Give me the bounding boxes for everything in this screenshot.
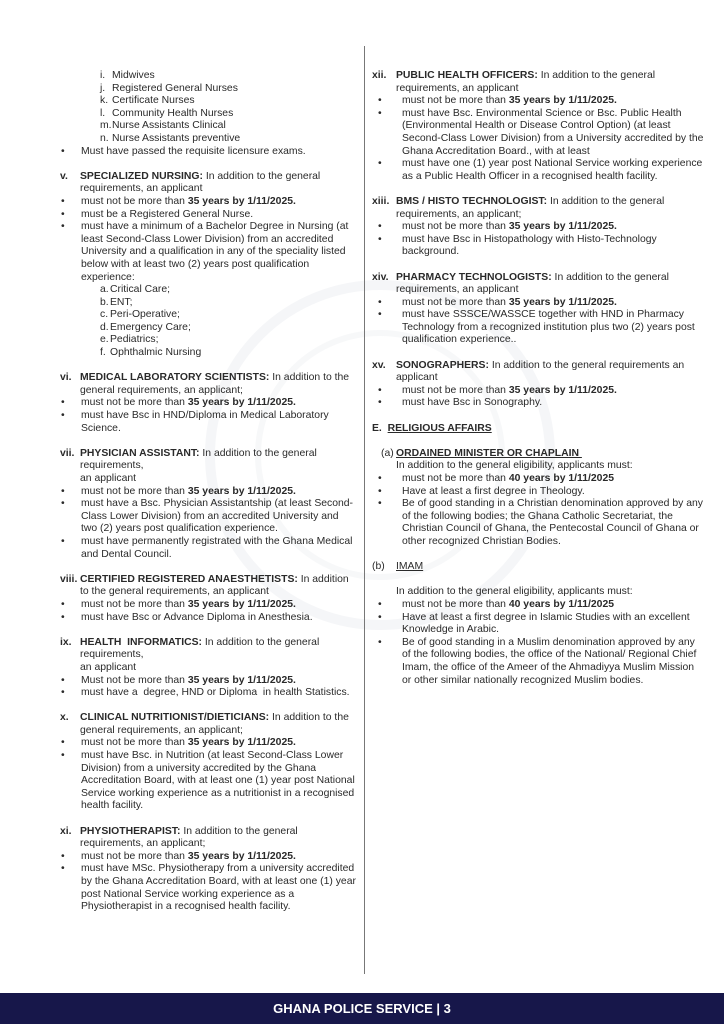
requirement-item: • Must not be more than 35 years by 1/11/2025. <box>61 674 296 686</box>
bullet-icon: • <box>378 473 382 484</box>
bullet-icon: • <box>378 309 382 321</box>
bullet-icon: • <box>378 95 382 107</box>
requirement-item: • must be a Registered General Nurse. <box>61 208 254 220</box>
requirement-item: • must have Bsc in Histopathology with Histo-Technology background. <box>372 234 706 259</box>
requirement-item: • Be of good standing in a Christian denomination approved by any of the following bodies; the Ghana Catholic Secretariat, the Christian Council of Ghana, the Pentecostal Council of Ghana or other recognized Christian Bodies. <box>372 498 706 548</box>
list-item: k. Certificate Nurses <box>100 95 195 107</box>
section-health-informatics: ix. HEALTH INFORMATICS: In addition to the general requirements, an applicant • Must not be more than 35 years by 1/11/2025. • must have a degree, HND or Diploma in health Statistics. <box>60 637 356 700</box>
list-item: m. Nurse Assistants Clinical <box>100 120 226 132</box>
requirement-item: • must not be more than 35 years by 1/11/2025. <box>372 297 706 310</box>
bullet-icon: • <box>378 598 382 610</box>
bullet-icon: • <box>61 397 65 409</box>
bullet-icon: • <box>61 598 65 610</box>
bullet-icon: • <box>61 750 65 762</box>
section-medical-laboratory-scientists: vi. MEDICAL LABORATORY SCIENTISTS: In addition to the general requirements, an applicant; • must not be more than 35 years by 1/11/2025. • must have Bsc in HND/Diploma in Medical Laboratory Science. <box>60 372 356 435</box>
bullet-icon: • <box>61 863 65 875</box>
section-clinical-nutritionist: x. CLINICAL NUTRITIONIST/DIETICIANS: In addition to the general requirements, an applicant; • must not be more than 35 years by 1/11/2025. • must have Bsc. in Nutrition (at least Second-Class Lower Division) from a university accredited by the Ghana Accreditation Board, with at least one (1) year post National Service working experience as a nutritionist in a recognised health facility. <box>60 712 355 812</box>
list-item: l. Community Health Nurses <box>100 107 234 119</box>
requirement-item: • must have SSSCE/WASSCE together with HND in Pharmacy Technology from a recognized institution plus two (2) years post qualification experience.. <box>372 309 706 347</box>
requirement-item: • Have at least a first degree in Theology. <box>372 486 706 499</box>
section-title: CLINICAL NUTRITIONIST/DIETICIANS: <box>80 712 270 724</box>
section-ordained-minister-chaplain: (a) ORDAINED MINISTER OR CHAPLAIN In addition to the general eligibility, applicants must: • must not be more than 40 years by 1/11/2025 • Have at least a first degree in Theology. • Be of good standing in a Christian denomination approved by any of the following bodies; the Ghana Catholic Secretariat, the Christian Council of Ghana, the Pentecostal Council of Ghana or other recognized Christian Bodies. <box>372 448 706 549</box>
bullet-icon: • <box>61 410 65 422</box>
requirement-item: • must have a minimum of a Bachelor Degree in Nursing (at least Second-Class Lower Division) from an accredited University and a qualification in any of the speciality listed below with at least two (2) years post qualification experience: <box>61 221 349 283</box>
section-title: CERTIFIED REGISTERED ANAESTHETISTS: <box>80 573 298 585</box>
bullet-icon: • <box>378 397 382 409</box>
subsection-title: ORDAINED MINISTER OR CHAPLAIN <box>396 447 582 459</box>
section-title: SPECIALIZED NURSING: <box>80 170 203 182</box>
bullet-icon: • <box>61 195 65 207</box>
list-item: a. Critical Care; <box>100 284 171 296</box>
list-item: b. ENT; <box>100 296 133 308</box>
requirement-item: • Be of good standing in a Muslim denomination approved by any of the following bodies, the office of the National/ Regional Chief Imam, the office of the Ameer of the Ahmadiyya Muslim Mission or other similar nationally recognized Muslim bodies. <box>372 637 706 687</box>
section-pharmacy-technologists: xiv. PHARMACY TECHNOLOGISTS: In addition to the general requirements, an applicant • must not be more than 35 years by 1/11/2025. • must have SSSCE/WASSCE together with HND in Pharmacy Technology from a recognized institution plus two (2) years post qualification experience.. <box>372 272 706 348</box>
section-title: PHARMACY TECHNOLOGISTS: <box>396 271 552 283</box>
requirement-item: • must have a Bsc. Physician Assistantship (at least Second-Class Lower Division) from an accredited University and two (2) years post qualification experience. <box>61 498 354 535</box>
requirement-item: • must have Bsc. Environmental Science or Bsc. Public Health (Environmental Health or Disease Control Option) (at least Second-Class Lower Division) from a University accredited by the Ghana Accreditation Board., with at least <box>372 108 706 158</box>
bullet-icon: • <box>378 636 382 648</box>
requirement-item: • must have one (1) year post National Service working experience as a Public Health Officer in a recognised health facility. <box>372 158 706 183</box>
section-title: PHYSIOTHERAPIST: <box>80 825 181 837</box>
requirement-item: • must have Bsc. in Nutrition (at least Second-Class Lower Division) from a university accredited by the Ghana Accreditation Board, with at least one (1) year post National Service working experience as a nutritionist in a recognised health facility. <box>61 750 355 812</box>
section-public-health-officers: xii. PUBLIC HEALTH OFFICERS: In addition to the general requirements, an applicant • must not be more than 35 years by 1/11/2025. • must have Bsc. Environmental Science or Bsc. Public Health (Environmental Health or Disease Control Option) (at least Second-Class Lower Division) from a University accredited by the Ghana Accreditation Board., with at least • must have one (1) year post National Service working experience as a Public Health Officer in a recognised health facility. <box>372 70 706 183</box>
left-column <box>60 70 356 926</box>
bullet-icon: • <box>378 107 382 119</box>
requirement-item: • must not be more than 40 years by 1/11/2025 <box>372 473 706 486</box>
bullet-icon: • <box>61 221 65 233</box>
requirement-item: • must not be more than 35 years by 1/11/2025. <box>61 850 296 862</box>
bullet-icon: • <box>61 498 65 510</box>
bullet-icon: • <box>61 674 65 686</box>
bullet-icon: • <box>378 296 382 308</box>
requirement-item: • must have Bsc or Advance Diploma in Anesthesia. <box>61 611 313 623</box>
section-title: SONOGRAPHERS: <box>396 359 489 371</box>
bullet-icon: • <box>61 208 65 220</box>
requirement-item: • must have Bsc in HND/Diploma in Medical Laboratory Science. <box>61 410 329 434</box>
list-item: j. Registered General Nurses <box>100 82 238 94</box>
requirement-item: • must not be more than 35 years by 1/11/2025. <box>61 598 296 610</box>
requirement-item: • must have Bsc in Sonography. <box>372 397 706 410</box>
section-certified-registered-anaesthetists: viii. CERTIFIED REGISTERED ANAESTHETISTS: In addition to the general requirements, an applicant • must not be more than 35 years by 1/11/2025. • must have Bsc or Advance Diploma in Anesthesia. <box>60 574 356 624</box>
bullet-icon: • <box>61 535 65 547</box>
requirement-item: • must not be more than 35 years by 1/11/2025. <box>61 195 296 207</box>
section-sonographers: xv. SONOGRAPHERS: In addition to the general requirements an applicant • must not be more than 35 years by 1/11/2025. • must have Bsc in Sonography. <box>372 360 706 410</box>
subsection-title: IMAM <box>396 561 424 573</box>
list-item: d. Emergency Care; <box>100 321 191 333</box>
requirement-item: • Have at least a first degree in Islamic Studies with an excellent Knowledge in Arabic. <box>372 612 706 637</box>
right-column <box>372 70 706 700</box>
bullet-icon: • <box>61 850 65 862</box>
section-title: MEDICAL LABORATORY SCIENTISTS: <box>80 372 270 384</box>
section-physician-assistant: vii. PHYSICIAN ASSISTANT: In addition to the general requirements, an applicant • must not be more than 35 years by 1/11/2025. • must have a Bsc. Physician Assistantship (at least Second-Class Lower Division) from an accredited University and two (2) years post qualification experience. • must have permanently registrated with the Ghana Medical and Dental Council. <box>60 448 356 561</box>
requirement-item: • must have MSc. Physiotherapy from a university accredited by the Ghana Accreditation Board, with at least one (1) year post National Service working experience as a Physiotherapist in a recognised health facility. <box>61 863 356 913</box>
bullet-icon: • <box>378 485 382 497</box>
religious-affairs-heading: E. RELIGIOUS AFFAIRS <box>372 422 492 434</box>
requirement-item: • must not be more than 40 years by 1/11/2025 <box>372 599 706 612</box>
section-specialized-nursing: v. SPECIALIZED NURSING: In addition to the general requirements, an applicant • must not be more than 35 years by 1/11/2025. • must be a Registered General Nurse. • must have a minimum of a Bachelor Degree in Nursing (at least Second-Class Lower Division) from an accredited University and a qualification in any of the speciality listed below with at least two (2) years post qualification experience: a. Critical Care; b. ENT; c. Peri-Operative; d. Emergency Care; e. Pediatrics; f. Ophthalmic Nursing <box>60 171 356 360</box>
column-divider <box>364 46 365 974</box>
list-item: n. Nurse Assistants preventive <box>100 132 241 144</box>
requirement-item: • must not be more than 35 years by 1/11/2025. <box>372 385 706 398</box>
licensure-requirement: • Must have passed the requisite licensure exams. <box>61 145 306 157</box>
list-item: i. Midwives <box>100 70 155 81</box>
bullet-icon: • <box>61 145 65 157</box>
section-title: BMS / HISTO TECHNOLOGIST: <box>396 195 548 207</box>
bullet-icon: • <box>378 233 382 245</box>
requirement-item: • must not be more than 35 years by 1/11/2025. <box>372 95 706 108</box>
list-item: c. Peri-Operative; <box>100 309 180 321</box>
list-item: e. Pediatrics; <box>100 334 159 346</box>
bullet-icon: • <box>378 611 382 623</box>
requirement-item: • must have permanently registrated with the Ghana Medical and Dental Council. <box>61 535 353 560</box>
bullet-icon: • <box>61 687 65 699</box>
requirement-item: • must not be more than 35 years by 1/11/2025. <box>61 397 296 409</box>
nursing-categories-list <box>100 70 356 146</box>
bullet-icon: • <box>378 158 382 170</box>
section-title: PHYSICIAN ASSISTANT: <box>80 447 200 459</box>
bullet-icon: • <box>378 384 382 396</box>
list-item: f. Ophthalmic Nursing <box>100 347 202 359</box>
section-title: HEALTH INFORMATICS: <box>80 636 202 648</box>
section-title: PUBLIC HEALTH OFFICERS: <box>396 70 538 81</box>
bullet-icon: • <box>61 737 65 749</box>
section-physiotherapist: xi. PHYSIOTHERAPIST: In addition to the general requirements, an applicant; • must not be more than 35 years by 1/11/2025. • must have MSc. Physiotherapy from a university accredited by the Ghana Accreditation Board, with at least one (1) year post National Service working experience as a Physiotherapist in a recognised health facility. <box>60 825 356 913</box>
requirement-item: • must not be more than 35 years by 1/11/2025. <box>372 221 706 234</box>
section-imam: (b) IMAM In addition to the general eligibility, applicants must: • must not be more than 40 years by 1/11/2025 • Have at least a first degree in Islamic Studies with an excellent Knowledge in Arabic. • Be of good standing in a Muslim denomination approved by any of the following bodies, the office of the National/ Regional Chief Imam, the office of the Ameer of the Ahmadiyya Muslim Mission or other similar nationally recognized Muslim bodies. <box>372 561 706 687</box>
bullet-icon: • <box>61 611 65 623</box>
requirement-item: • must not be more than 35 years by 1/11/2025. <box>61 485 296 497</box>
bullet-icon: • <box>378 221 382 233</box>
speciality-list <box>100 284 356 360</box>
requirement-item: • must have a degree, HND or Diploma in health Statistics. <box>61 687 350 699</box>
bullet-icon: • <box>61 485 65 497</box>
section-bms-histo-technologist: xiii. BMS / HISTO TECHNOLOGIST: In addition to the general requirements, an applicant; • must not be more than 35 years by 1/11/2025. • must have Bsc in Histopathology with Histo-Technology background. <box>372 196 706 259</box>
bullet-icon: • <box>378 498 382 510</box>
page-footer: GHANA POLICE SERVICE | 3 <box>0 993 724 1024</box>
requirement-item: • must not be more than 35 years by 1/11/2025. <box>61 737 296 749</box>
